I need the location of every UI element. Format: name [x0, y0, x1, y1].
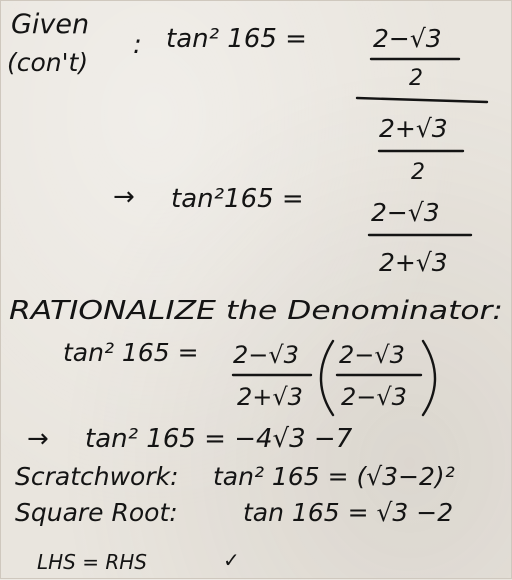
- square-root-label: Square Root:: [15, 498, 178, 527]
- eq2-numerator: 2−√3: [371, 198, 440, 227]
- eq3-multiplier-numerator: 2−√3: [339, 341, 405, 369]
- scratchwork-expression: tan² 165 = (√3−2)²: [213, 462, 455, 491]
- given-colon: :: [133, 30, 142, 60]
- arrow-2-icon: →: [27, 424, 49, 454]
- given-label: Given: [11, 9, 90, 40]
- eq3-lhs: tan² 165 =: [63, 338, 199, 367]
- rationalize-heading: RATIONALIZE the Denominator:: [9, 296, 503, 326]
- eq1-lhs: tan² 165 =: [166, 24, 307, 54]
- eq2-lhs: tan²165 =: [171, 184, 304, 214]
- conclusion-text: LHS = RHS: [37, 550, 147, 574]
- eq3-left-paren: [321, 341, 333, 415]
- eq1-inner-denominator: 2+√3: [379, 114, 448, 143]
- eq1-main-fraction-bar: [357, 98, 487, 102]
- handwritten-solution: [1, 1, 512, 580]
- eq2-denominator: 2+√3: [379, 248, 448, 277]
- scratchwork-label: Scratchwork:: [15, 462, 179, 491]
- eq1-inner-denominator-den: 2: [411, 160, 425, 185]
- square-root-expression: tan 165 = √3 −2: [243, 498, 454, 527]
- eq3-multiplier-denominator: 2−√3: [341, 383, 407, 411]
- eq3-denominator: 2+√3: [237, 383, 303, 411]
- arrow-1-icon: →: [113, 182, 135, 212]
- eq3-right-paren: [423, 341, 435, 415]
- check-mark-icon: ✓: [223, 548, 240, 572]
- eq1-inner-numerator: 2−√3: [373, 24, 442, 53]
- eq1-inner-numerator-den: 2: [409, 66, 423, 91]
- eq3-numerator: 2−√3: [233, 341, 299, 369]
- continued-label: (con't): [7, 48, 89, 77]
- eq4-result: tan² 165 = −4√3 −7: [85, 424, 353, 454]
